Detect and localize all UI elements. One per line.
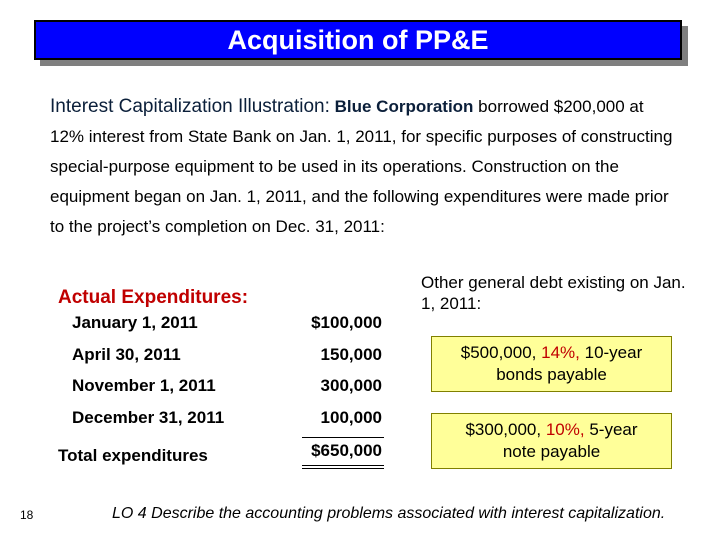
debt-line — [432, 342, 671, 364]
expenditure-amount: 100,000 — [320, 408, 382, 427]
debt-rate: 14%, — [541, 343, 580, 362]
debt-type: bonds payable — [496, 365, 607, 384]
intro-lead: Interest Capitalization Illustration: — [50, 96, 330, 117]
debt-rate: 10%, — [545, 420, 585, 439]
debt-amount: $300,000, — [465, 420, 542, 439]
subtotal-rule — [302, 437, 384, 438]
total-label: Total expenditures — [58, 446, 208, 465]
intro-text: borrowed $200,000 at 12% interest from State Bank on Jan. 1, 2011, for specific purposes of constructing special-purpose equipment to be used in its operations. Construction on the equipment began on Jan. 1, 2011, and the following expenditures were made prior to the project’s completion on Dec. 31, 2011: — [50, 97, 673, 236]
debt-line — [432, 419, 671, 441]
intro-corporation: Blue Corporation — [334, 97, 474, 116]
total-amount: $650,000 — [311, 441, 382, 460]
intro-paragraph — [50, 92, 680, 242]
expenditure-date: December 31, 2011 — [72, 408, 225, 427]
learning-objective: LO 4 Describe the accounting problems associated with interest capitalization. — [112, 505, 666, 522]
page-number: 18 — [20, 508, 34, 522]
other-debt-heading: Other general debt existing on Jan. 1, 2011: — [421, 273, 686, 313]
debt-term: 10-year — [584, 343, 643, 362]
total-double-rule — [302, 465, 384, 466]
expenditure-amount: 150,000 — [320, 345, 382, 364]
total-double-rule — [302, 468, 384, 469]
title-banner — [34, 20, 682, 60]
debt-amount: $500,000, — [460, 343, 537, 362]
expenditure-amount: 300,000 — [320, 376, 382, 395]
debt-box-bonds — [431, 336, 672, 392]
page-title: Acquisition of PP&E — [227, 24, 489, 55]
expenditure-date: April 30, 2011 — [72, 345, 181, 364]
debt-type: note payable — [502, 442, 601, 461]
expenditure-date: January 1, 2011 — [72, 313, 198, 332]
debt-box-note — [431, 413, 672, 469]
expenditure-amount: $100,000 — [311, 313, 382, 332]
expenditure-date: November 1, 2011 — [72, 376, 216, 395]
debt-term: 5-year — [589, 420, 638, 439]
expenditures-title: Actual Expenditures: — [58, 287, 249, 308]
